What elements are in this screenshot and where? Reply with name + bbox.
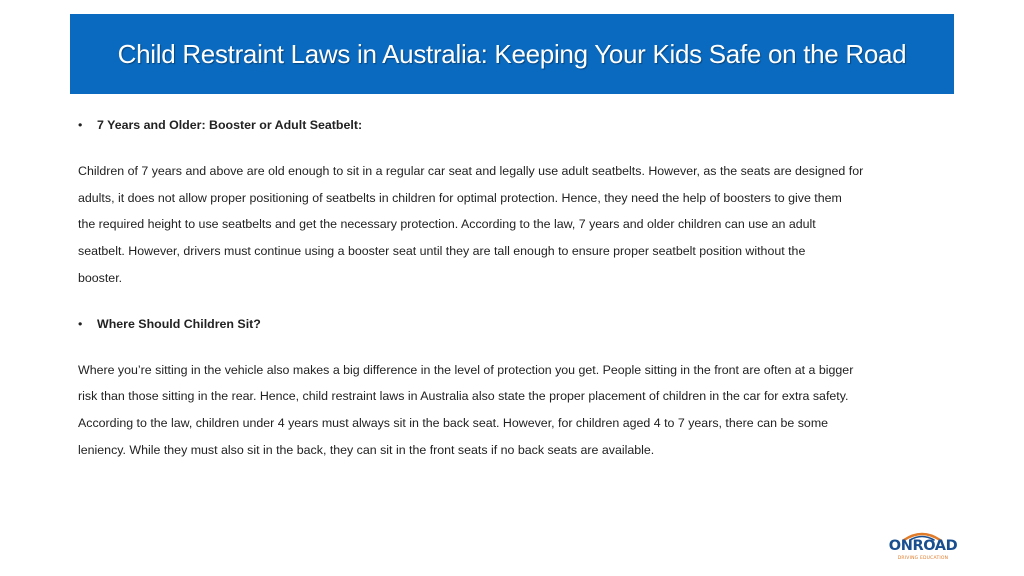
section-paragraph-booster [78,158,950,292]
bullet-marker: • [78,316,83,331]
logo-wordmark: ONROAD [888,538,958,554]
paragraph-line: adults, it does not allow proper positioning of seatbelts in children for optimal protection. Hence, they need the help of boosters to give them [78,190,842,205]
paragraph-line: Where you’re sitting in the vehicle also makes a big difference in the level of protection you get. People sitting in the front are often at a bigger [78,362,854,377]
title-banner [70,14,954,94]
paragraph-line: leniency. While they must also sit in the back, they can sit in the front seats if no back seats are available. [78,442,655,457]
logo-tagline: DRIVING EDUCATION [897,556,949,561]
paragraph-line: the required height to use seatbelts and get the necessary protection. According to the law, 7 years and older children can use an adult [78,217,816,232]
section-heading-label: 7 Years and Older: Booster or Adult Seatbelt: [97,118,363,132]
section-paragraph-seating [78,357,950,464]
section-heading-label: Where Should Children Sit? [97,316,261,331]
paragraph-line: booster. [78,270,123,285]
paragraph-line: Children of 7 years and above are old enough to sit in a regular car seat and legally use adult seatbelts. However, as the seats are designed for [78,163,864,178]
page-title: Child Restraint Laws in Australia: Keeping Your Kids Safe on the Road [117,38,907,69]
bullet-marker: • [78,118,83,132]
content-body [78,112,950,464]
paragraph-line: seatbelt. However, drivers must continue using a booster seat until they are tall enough to ensure proper seatbelt position without the [78,244,806,259]
paragraph-line: risk than those sitting in the rear. Hence, child restraint laws in Australia also state the proper placement of children in the car for extra safety. [78,389,849,404]
section-heading-booster [78,112,950,139]
onroad-logo [884,530,960,566]
section-heading-seating [78,311,950,338]
paragraph-line: According to the law, children under 4 years must always sit in the back seat. However, for children aged 4 to 7 years, there can be some [78,416,829,431]
